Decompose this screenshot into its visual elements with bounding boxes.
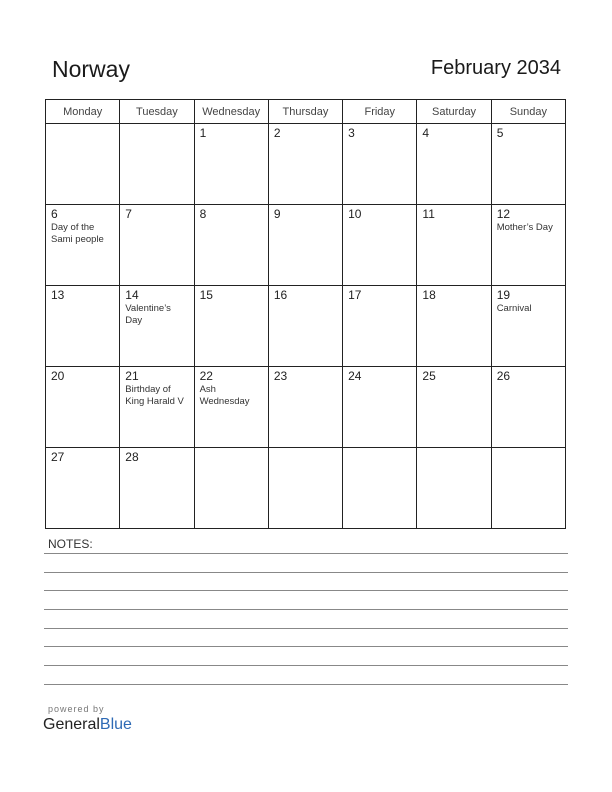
day-cell (194, 367, 268, 448)
day-cell (194, 205, 268, 286)
week-row (46, 448, 566, 529)
month-title: February 2034 (430, 57, 561, 79)
day-number: 17 (348, 288, 362, 302)
day-cell (268, 124, 342, 205)
weekday-header: Monday (46, 100, 120, 124)
day-cell (194, 286, 268, 367)
day-cell (268, 448, 342, 529)
week-row (46, 124, 566, 205)
note-line (44, 572, 568, 573)
day-cell (120, 286, 194, 367)
day-cell (491, 124, 565, 205)
day-cell (46, 367, 120, 448)
brand-blue: Blue (99, 716, 132, 733)
weekday-header: Thursday (268, 100, 342, 124)
day-number: 23 (273, 369, 288, 383)
day-number: 27 (51, 450, 65, 464)
day-cell (417, 124, 491, 205)
note-line (44, 665, 568, 666)
day-number: 10 (348, 207, 362, 221)
day-cell (120, 124, 194, 205)
day-cell (194, 124, 268, 205)
day-number: 5 (496, 126, 504, 140)
day-cell (417, 286, 491, 367)
country-title: Norway (52, 56, 130, 82)
holiday-label: Mother’s Day (496, 222, 553, 233)
day-number: 26 (496, 369, 511, 383)
holiday-label: Birthday of King Harald V (125, 384, 184, 407)
note-line (44, 590, 568, 591)
powered-by-text: powered by (48, 704, 105, 714)
day-number: 11 (422, 207, 435, 221)
day-number: 9 (273, 207, 281, 221)
day-cell (46, 448, 120, 529)
day-number: 22 (199, 369, 213, 383)
notes-label: NOTES: (48, 537, 93, 551)
weekday-header: Wednesday (194, 100, 268, 124)
holiday-label: Valentine’s Day (125, 303, 171, 326)
day-number: 1 (199, 126, 207, 140)
day-number: 18 (422, 288, 436, 302)
day-cell (417, 448, 491, 529)
day-number: 2 (273, 126, 281, 140)
day-number: 20 (51, 369, 65, 383)
day-number: 4 (422, 126, 430, 140)
weekday-header: Sunday (491, 100, 565, 124)
note-line (44, 684, 568, 685)
day-cell (491, 448, 565, 529)
day-number: 12 (496, 207, 511, 221)
day-cell (491, 367, 565, 448)
calendar-grid (45, 99, 566, 529)
week-row (46, 367, 566, 448)
day-cell (343, 286, 417, 367)
day-cell (268, 286, 342, 367)
day-number: 28 (125, 450, 139, 464)
brand-general: General (43, 716, 100, 733)
day-number: 25 (422, 369, 436, 383)
holiday-label: Ash Wednesday (199, 384, 250, 407)
note-line (44, 628, 568, 629)
day-number: 15 (199, 288, 213, 302)
day-number: 21 (125, 369, 139, 383)
holiday-label: Day of the Sami people (51, 222, 104, 245)
weekday-header: Tuesday (120, 100, 194, 124)
day-cell (343, 124, 417, 205)
weekday-header-row (46, 100, 566, 124)
day-cell (343, 448, 417, 529)
day-number: 8 (199, 207, 207, 221)
day-cell (268, 205, 342, 286)
day-number: 14 (125, 288, 139, 302)
weekday-header: Saturday (417, 100, 491, 124)
day-number: 6 (51, 207, 58, 221)
day-cell (491, 205, 565, 286)
day-cell (120, 367, 194, 448)
day-number: 16 (273, 288, 288, 302)
note-line (44, 646, 568, 647)
day-number: 3 (348, 126, 355, 140)
week-row (46, 286, 566, 367)
day-cell (417, 367, 491, 448)
day-cell (46, 205, 120, 286)
day-cell (120, 448, 194, 529)
day-cell (46, 124, 120, 205)
day-number: 19 (496, 288, 511, 302)
day-cell (194, 448, 268, 529)
day-cell (343, 205, 417, 286)
note-line (44, 609, 568, 610)
day-number: 24 (348, 369, 362, 383)
day-number: 13 (51, 288, 65, 302)
day-cell (343, 367, 417, 448)
note-line (44, 553, 568, 554)
brand-logo (43, 716, 132, 734)
weekday-header: Friday (343, 100, 417, 124)
day-cell (417, 205, 491, 286)
week-row (46, 205, 566, 286)
holiday-label: Carnival (496, 303, 532, 314)
day-cell (268, 367, 342, 448)
day-cell (120, 205, 194, 286)
day-cell (491, 286, 565, 367)
day-cell (46, 286, 120, 367)
day-number: 7 (125, 207, 132, 221)
